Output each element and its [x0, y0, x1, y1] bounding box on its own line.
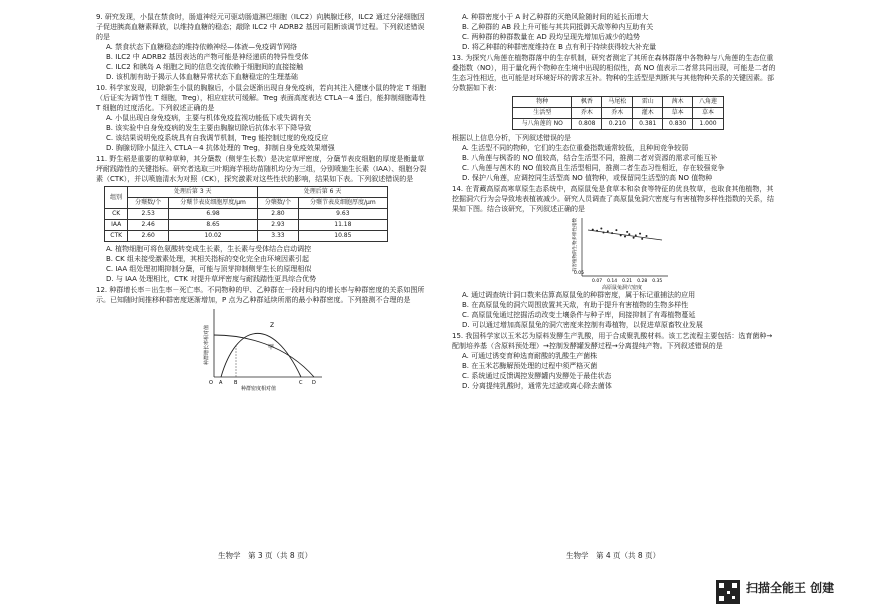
x-tick-label: 0.28	[637, 279, 648, 284]
right-page	[452, 12, 778, 392]
scatter-point	[624, 236, 626, 238]
option-d: D. 胸腺切除小鼠注入 CTLA－4 抗体处理的 Treg，抑制自身免疫效果增强	[106, 144, 335, 152]
option-d: D. 可以通过增加高原鼠兔的洞穴密度来控制有毒植物，以促进草原畜牧业发展	[462, 321, 703, 329]
option-a: A. 植物细胞可将色氨酸转变成生长素，生长素与受体结合启动调控	[106, 245, 312, 253]
option-d: D. 将乙种群的种群密度维持在 B 点有利于持续获得较大补充量	[462, 43, 657, 51]
x-axis-label: 高原鼠兔洞穴密度	[602, 285, 643, 290]
table-cell: 与八角莲的 NO	[513, 119, 572, 130]
table-cell: 3.33	[258, 231, 299, 242]
table-cell: 草本	[663, 108, 693, 119]
question-13	[452, 53, 778, 183]
option-b: B. 该实验中自身免疫病的发生主要由胸腺切除后抗体水平下降导致	[106, 124, 312, 132]
left-page	[96, 12, 430, 392]
table-header: 分蘖节表皮细胞厚度/μm	[298, 198, 387, 209]
table-row	[513, 119, 724, 130]
table-cell: 2.80	[258, 209, 299, 220]
tick-label: D	[312, 380, 316, 386]
question-stem: 10. 科学家发现，切除新生小鼠的胸腺后，小鼠会逐渐出现自身免疫病，若向其注入健康小鼠的特定 T 细胞（后证实为调节性 T 细胞，Treg），相应症状可缓解。Treg 表面高度表达 CTLA－4 蛋白，能抑制细胞毒性 T 细胞的过度活化。下列叙述正确的是	[96, 84, 427, 112]
table-row	[105, 220, 388, 231]
option-b: B. 在高原鼠兔的洞穴周围放置其天敌，有助于提升有害植物的生物多样性	[462, 301, 689, 309]
table-cell: 枫香	[572, 97, 602, 108]
question-stem: 12. 种群增长率＝出生率－死亡率。不同物种的甲、乙种群在一段时间内的增长率与种群密度的关系如图所示。已知随时间推移种群密度逐渐增加，P 点为乙种群延续所需的最小种群密度。下列推测不合理的是	[96, 286, 425, 304]
question-9	[96, 12, 430, 82]
tick-label: A	[219, 380, 223, 386]
table-header: 分蘖数/个	[258, 198, 299, 209]
scatter-point	[628, 233, 630, 235]
table-header: 处理后第 3 天	[128, 187, 258, 198]
table-cell: 2.93	[258, 220, 299, 231]
x-tick-label: 0.21	[622, 279, 633, 284]
scatter-point	[611, 232, 613, 234]
option-a: A. 生活型不同的物种，它们的生态位重叠指数通常较低，且种间竞争较弱	[462, 144, 689, 152]
option-c: C. 八角莲与茜木的 NO 值较高且生活型相同，推测二者生态习性相近，存在较强竞争	[462, 164, 725, 172]
option-d: D. 保护八角莲，应调控同生活型高 NO 值物种，或保留同生活型的高 NO 值物种	[462, 174, 713, 182]
table-cell: 0.830	[663, 119, 693, 130]
scatter-point	[641, 238, 643, 240]
trend-line	[588, 230, 662, 240]
growth-rate-diagram	[96, 305, 430, 391]
scatter-point	[626, 231, 628, 233]
scatter-point	[620, 234, 622, 236]
option-c: C. 两种群的种群数量在 AD 段均呈现先增加后减少的趋势	[462, 33, 640, 41]
table-cell: CK	[105, 209, 128, 220]
table-cell: 乔木	[572, 108, 602, 119]
option-c: C. 系统通过反馈调控发酵罐内发酵处于最佳状态	[462, 372, 612, 380]
table-cell: 10.02	[168, 231, 257, 242]
x-tick-label: 0.35	[652, 279, 663, 284]
table-header: 分蘖数/个	[128, 198, 169, 209]
table-cell: 0.808	[572, 119, 602, 130]
x-axis-label: 种群密度相对值	[241, 386, 277, 391]
option-b: B. CK 组未接受激素处理，其相关指标的变化完全由环境因素引起	[106, 255, 309, 263]
question-stem: 9. 研究发现，小鼠在禁食时，肠道神经元可驱动肠道淋巴细胞（ILC2）向胰腺迁移，ILC2 通过分泌细胞因子促进胰高血糖素释放，以维持血糖的稳态；敲除 ILC2 中 ADRB2 基因可阻断该调节过程。下列叙述错误的是	[96, 13, 425, 41]
option-d: D. 该机制有助于揭示人体血糖异常状态下血糖稳定的生理基础	[106, 73, 298, 81]
tick-label: O	[209, 380, 213, 386]
scatter-point	[615, 229, 617, 231]
scatter-point	[600, 227, 602, 229]
x-tick-label: 0.07	[592, 279, 603, 284]
question-stem: 15. 我国科学家以玉米芯为原料发酵生产乳酸，用于合成聚乳酸材料。该工艺流程主要包括：选育菌种→配制培养基（含原料预处理）→控制发酵罐发酵过程→分离提纯产物。下列叙述错误的是	[452, 332, 773, 350]
option-a: A. 禁食状态下血糖稳态的维持依赖神经—体液—免疫调节网络	[106, 43, 298, 51]
table-cell: 物种	[513, 97, 572, 108]
question-15	[452, 331, 778, 391]
table-header: 分蘖节表皮细胞厚度/μm	[168, 198, 257, 209]
question-stem: 13. 为探究八角莲在植物群落中的生存机制，研究者测定了其所在森林群落中各物种与八角莲的生态位重叠指数（NO），用于量化两个物种在生境中出现的相似性，高 NO 值表示二者常共同出现，可能是二者的生态习性相近，也可能是对环境好坏的需求互补。物种的生活型是判断其与其他物种关系的关键因素。部分数据如下表：	[452, 54, 776, 92]
series-label: Z	[270, 322, 275, 329]
table-cell: 0.381	[633, 119, 663, 130]
table-cell: 10.85	[298, 231, 387, 242]
series-label: 甲	[268, 344, 275, 351]
table-cell: 乔木	[602, 108, 633, 119]
option-c: C. 该结果说明免疫系统具有自我调节机制，Treg 能控制过度的免疫反应	[106, 134, 329, 142]
scatter-point	[603, 232, 605, 234]
table-cell: 11.18	[298, 220, 387, 231]
tick-label: C	[299, 380, 303, 386]
table-cell: 9.63	[298, 209, 387, 220]
scatter-point	[646, 235, 648, 237]
y-axis-label: 种群增长率相对值	[204, 324, 210, 365]
scatter-point	[635, 234, 637, 236]
question-11	[96, 154, 430, 284]
table-cell: 茜木	[663, 97, 693, 108]
qr-code-icon	[716, 580, 740, 604]
page-footer-left: 生物学 第 3 页（共 8 页）	[218, 551, 313, 560]
option-d: D. 分离提纯乳酸时，通常先过滤或离心除去菌体	[462, 382, 612, 390]
scatter-point	[592, 229, 594, 231]
table-cell: 2.46	[128, 220, 169, 231]
table-cell: 0.210	[602, 119, 633, 130]
table-cell: 灌木	[633, 108, 663, 119]
option-b: B. 八角莲与枫香的 NO 值较高，结合生活型不同，推测二者对资源的需求可能互补	[462, 154, 718, 162]
question-lead: 根据以上信息分析，下列叙述错误的是	[452, 134, 571, 142]
question-10	[96, 83, 430, 153]
table-row	[513, 97, 724, 108]
table-cell: 八角莲	[693, 97, 724, 108]
table-cell: CTK	[105, 231, 128, 242]
table-row	[513, 108, 724, 119]
page-footer-right: 生物学 第 4 页（共 8 页）	[566, 551, 661, 560]
option-a: A. 小鼠出现自身免疫病，主要与机体免疫监视功能低下或失调有关	[106, 114, 312, 122]
hormone-table	[104, 186, 388, 242]
option-b: B. 在玉米芯酶解预处理的过程中须严格灭菌	[462, 362, 598, 370]
option-b: B. ILC2 中 ADRB2 基因表达的产物可能是神经递质的特异性受体	[106, 53, 309, 61]
question-stem: 14. 在青藏高原高寒草原生态系统中，高原鼠兔是食草本和杂食等特征的优良牧草，也取食其他植物，其挖掘洞穴行为会导致地表植被减少。研究人员调查了高原鼠兔洞穴密度与有害植物多样性指数的关系，结果如下图。结合该研究，下列叙述正确的是	[452, 185, 774, 213]
option-c: C. ILC2 和胰岛 A 细胞之间的信息交流依赖于细胞间的直接接触	[106, 63, 304, 71]
question-stem: 11. 野生稻是重要的草种草种，其分蘖数（侧芽生长数）是决定草坪密度，分蘖节表皮细胞的厚度是衡量草坪耐践踏性的关键指标。研究者选取三叶期海芋根幼苗随机均分为三组，分别喷施生长素（IAA）、细胞分裂素（CTK），并以喷施清水为对照（CK），探究激素对这些性状的影响，结果如下表。下列叙述错误的是	[96, 155, 427, 183]
question-12-options	[452, 12, 778, 52]
question-12	[96, 285, 430, 391]
table-header: 组别	[105, 187, 128, 209]
scanner-watermark: 扫描全能王 创建	[746, 581, 835, 595]
table-cell: 1.000	[693, 119, 724, 130]
y-tick-label: 0.05	[574, 271, 585, 276]
table-cell: 草本	[693, 108, 724, 119]
scatter-point	[607, 230, 609, 232]
option-c: C. 高原鼠兔通过挖掘活动改变土壤条件与种子库，间接抑制了有毒植物蔓延	[462, 311, 696, 319]
table-cell: 生活型	[513, 108, 572, 119]
table-row	[105, 209, 388, 220]
table-cell: 6.98	[168, 209, 257, 220]
table-cell: 8.65	[168, 220, 257, 231]
option-a: A. 通过调查统计洞口数来估算高原鼠兔的种群密度，属于标记重捕法的应用	[462, 291, 696, 299]
scatter-plot	[452, 214, 778, 290]
option-b: B. 乙种群的 AB 段上升可能与其共同抵御天敌等种内互助有关	[462, 23, 654, 31]
scatter-point	[633, 237, 635, 239]
tick-label: B	[234, 380, 238, 386]
table-header: 处理后第 6 天	[258, 187, 388, 198]
x-tick-label: 0.14	[607, 279, 618, 284]
scatter-point	[596, 230, 598, 232]
scatter-point	[639, 233, 641, 235]
option-c: C. IAA 组处理初期抑制分蘖，可能与顶芽抑制侧芽生长的原理相似	[106, 265, 312, 273]
option-a: A. 种群密度小于 A 时乙种群的灭绝风险随时间的延长而增大	[462, 13, 649, 21]
table-cell: IAA	[105, 220, 128, 231]
question-14	[452, 184, 778, 330]
table-cell: 雷山	[633, 97, 663, 108]
y-axis-label: 有害植物的生物多样性指数	[573, 218, 578, 272]
table-row	[105, 231, 388, 242]
option-d: D. 与 IAA 处理相比，CTK 对提升草坪密度与耐践踏性更具综合优势	[106, 275, 317, 283]
niche-table	[512, 96, 724, 130]
option-a: A. 可通过诱变育种选育耐酸的乳酸生产菌株	[462, 352, 598, 360]
table-cell: 2.60	[128, 231, 169, 242]
table-cell: 2.53	[128, 209, 169, 220]
table-cell: 马尾松	[602, 97, 633, 108]
